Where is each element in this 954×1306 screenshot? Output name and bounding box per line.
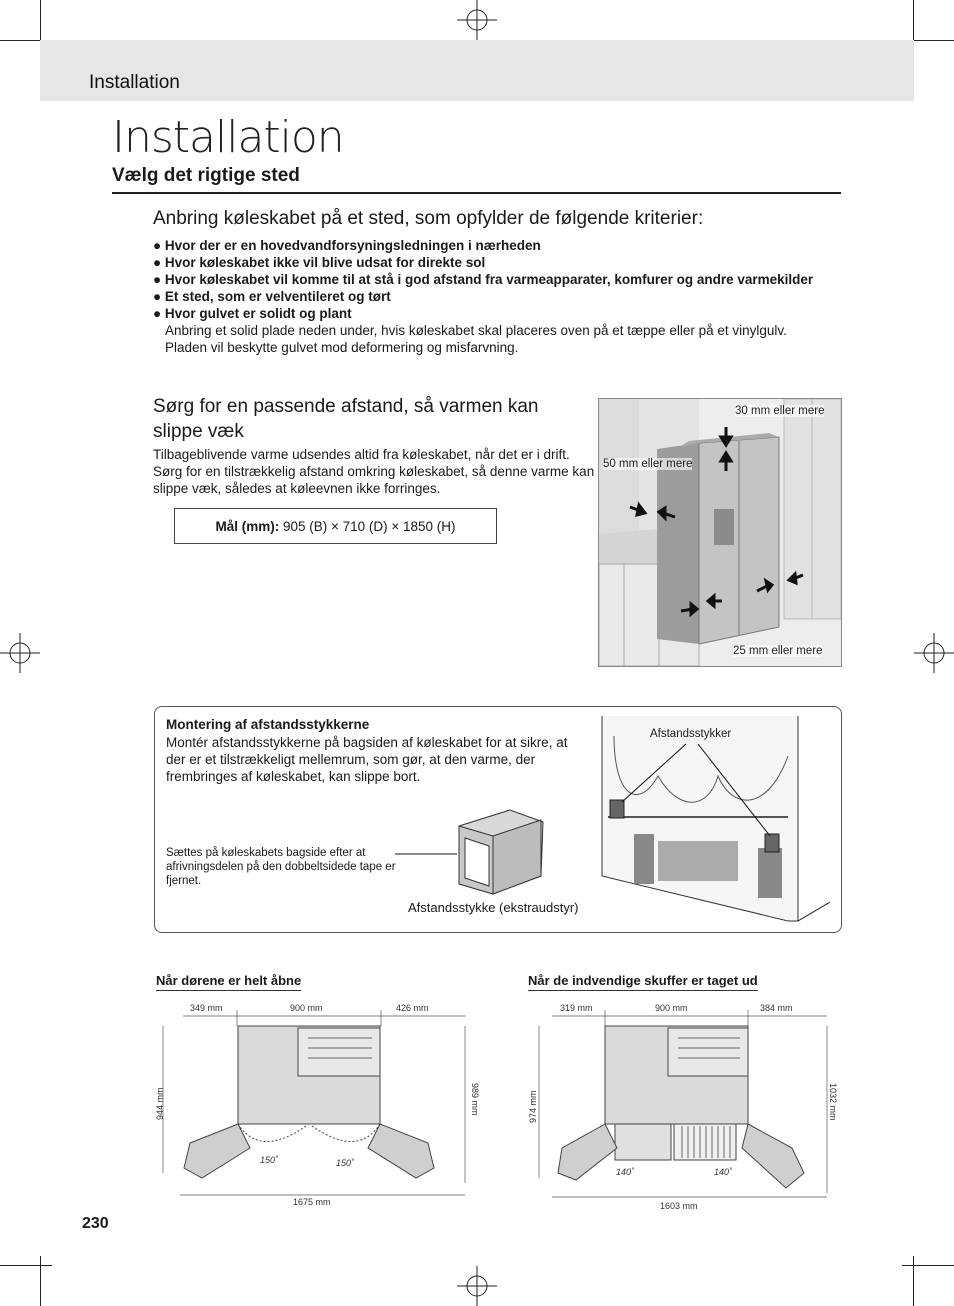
criteria-item: ● Hvor køleskabet vil komme til at stå i god afstand fra varmeapparater, komfurer og andre varmekilder	[153, 272, 814, 287]
plan-right-angle-left: 140˚	[616, 1167, 635, 1177]
intro-text: Anbring køleskabet på et sted, som opfylder de følgende kriterier:	[153, 208, 704, 229]
clearance-top-label: 30 mm eller mere	[735, 405, 825, 417]
dimensions-box	[174, 508, 497, 544]
floor-note: Anbring et solid plade neden under, hvis køleskabet skal placeres oven på et tæppe eller på et vinylgulv. Pladen vil beskytte gulvet mod deformering og misfarvning.	[165, 323, 787, 355]
page-number: 230	[82, 1215, 109, 1232]
crop-mark	[0, 1265, 52, 1266]
criteria-item: ● Hvor køleskabet ikke vil blive udsat for direkte sol	[153, 255, 486, 270]
plan-right-top-left: 319 mm	[560, 1003, 593, 1013]
plan-left-left-dim: 944 mm	[155, 1087, 165, 1120]
plan-left-top-mid: 900 mm	[290, 1003, 323, 1013]
dimensions-value: 905 (B) × 710 (D) × 1850 (H)	[279, 518, 456, 534]
plan-right-angle-right: 140˚	[714, 1167, 733, 1177]
heading-rule	[112, 192, 841, 194]
registration-mark	[457, 0, 497, 40]
mounting-note: Sættes på køleskabets bagside efter at afrivningsdelen på den dobbeltsidede tape er fjernet.	[166, 847, 396, 887]
criteria-item: ● Hvor gulvet er solidt og plant	[153, 306, 352, 321]
plan-left-title: Når dørene er helt åbne	[156, 973, 301, 991]
fridge-placement-illustration	[598, 398, 842, 667]
plan-right-bottom: 1603 mm	[660, 1201, 698, 1211]
plan-left-angle-right: 150˚	[336, 1158, 355, 1168]
mounting-title: Montering af afstandsstykkerne	[166, 717, 370, 732]
plan-right-title: Når de indvendige skuffer er taget ud	[528, 973, 758, 991]
spacing-title: Sørg for en passende afstand, så varmen kan slippe væk	[153, 396, 539, 442]
page-title: Installation	[112, 112, 344, 163]
plan-left-top-left: 349 mm	[190, 1003, 223, 1013]
plan-left-top-right: 426 mm	[396, 1003, 429, 1013]
spacing-body: Tilbageblivende varme udsendes altid fra køleskabet, når det er i drift. Sørg for en tilstrækkelig afstand omkring køleskabet, så denne varme kan slippe væk, således at køleevnen ikke forringes.	[153, 447, 595, 496]
plan-left-diagram	[150, 998, 490, 1210]
crop-mark	[40, 1256, 41, 1306]
plan-right-top-mid: 900 mm	[655, 1003, 688, 1013]
spacer-caption: Afstandsstykke (ekstraudstyr)	[408, 900, 579, 915]
plan-left-angle-left: 150˚	[260, 1155, 279, 1165]
plan-right-diagram	[522, 998, 852, 1212]
criteria-item: ● Hvor der er en hovedvandforsyningsledningen i nærheden	[153, 238, 541, 253]
spacer-illustration	[395, 806, 545, 901]
mounting-body: Montér afstandsstykkerne på bagsiden af køleskabet for at sikre, at der er et tilstrækkeligt mellemrum, som gør, at den varme, der frembringes af køleskabet, kan slippe bort.	[166, 735, 568, 784]
fridge-back-illustration	[598, 716, 830, 922]
plan-right-right-dim: 1032 mm	[828, 1083, 838, 1121]
crop-mark	[902, 1265, 954, 1266]
registration-mark	[457, 1266, 497, 1306]
clearance-bottom-label: 25 mm eller mere	[733, 645, 823, 657]
criteria-list	[153, 237, 843, 356]
section-heading: Vælg det rigtige sted	[112, 165, 300, 186]
plan-left-bottom: 1675 mm	[293, 1197, 331, 1207]
fridge-placement-svg	[599, 399, 841, 666]
plan-left-right-dim: 989 mm	[470, 1083, 480, 1116]
criteria-item: ● Et sted, som er velventileret og tørt	[153, 289, 391, 304]
spacers-label: Afstandsstykker	[650, 728, 732, 740]
clearance-side-label: 50 mm eller mere	[603, 458, 693, 470]
registration-mark	[0, 633, 40, 673]
crop-mark	[913, 1256, 914, 1306]
plan-right-left-dim: 974 mm	[528, 1090, 538, 1123]
plan-right-top-right: 384 mm	[760, 1003, 793, 1013]
registration-mark	[914, 633, 954, 673]
header-section-label: Installation	[89, 72, 180, 93]
dimensions-label: Mål (mm):	[215, 518, 280, 534]
